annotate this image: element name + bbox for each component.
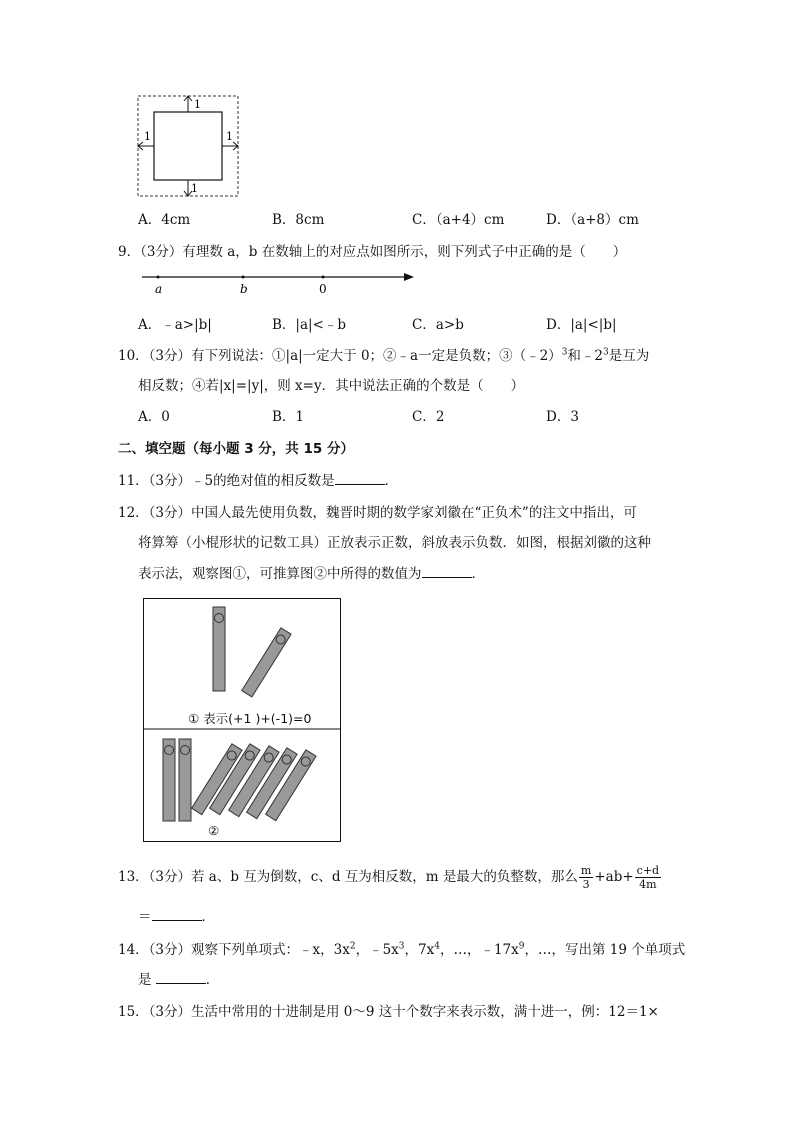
rod-upright-2 <box>179 739 191 821</box>
q9-option-d: D．|a|<|b| <box>546 317 617 333</box>
q12-line3: 表示法，观察图①，可推算图②中所得的数值为 ． <box>138 566 485 582</box>
q10-option-d: D．3 <box>546 409 579 425</box>
label-left: 1 <box>144 130 151 143</box>
answer-blank <box>152 908 202 921</box>
figure1-caption: ① 表示(+1 )+(-1)=0 <box>188 711 312 726</box>
q14-line2: 是 ． <box>138 972 220 988</box>
q9-option-c: C．a>b <box>412 317 464 333</box>
answer-blank <box>422 565 472 578</box>
rods-figure <box>143 598 341 842</box>
q13-line1: 13．（3分）若 a、b 互为倒数，c、d 互为相反数，m 是最大的负整数，那么 $\frac{m}{3}$ +ab+ $\frac{c+d}{4m}$ <box>118 864 660 891</box>
q8-option-a: A．4cm <box>138 212 191 228</box>
answer-blank <box>335 472 385 485</box>
point-a <box>157 276 160 279</box>
rod-upright-1 <box>163 739 175 821</box>
svg-text:0: 0 <box>319 282 327 296</box>
label-bottom: 1 <box>191 182 198 195</box>
square-figure <box>130 90 245 200</box>
inner-square <box>154 112 222 180</box>
answer-blank <box>156 971 206 984</box>
q10-line2: 相反数；④若|x|=|y|，则 x=y．其中说法正确的个数是（ ） <box>138 378 525 394</box>
label-right: 1 <box>226 130 233 143</box>
q9-option-a: A．﹣a>|b| <box>138 317 212 333</box>
figure2-caption: ② <box>208 823 220 838</box>
q8-option-b: B．8cm <box>272 212 325 228</box>
q12-line1: 12．（3分）中国人最先使用负数，魏晋时期的数学家刘徽在“正负术”的注文中指出，可 <box>118 505 637 521</box>
q15-line1: 15．（3分）生活中常用的十进制是用 0～9 这十个数字来表示数，满十进一，例：12＝1× <box>118 1004 659 1020</box>
svg-text:b: b <box>240 282 248 296</box>
svg-text:a: a <box>155 282 163 296</box>
fraction-cd-over-4m: $\frac{c+d}{4m}$ <box>636 864 660 891</box>
section-title: 二、填空题（每小题 3 分，共 15 分） <box>118 441 354 457</box>
q11: 11．（3分）﹣5的绝对值的相反数是 ． <box>118 473 399 489</box>
q10-line1: 10．（3分）有下列说法：①|a|一定大于 0；②﹣a一定是负数；③（﹣2）$^3$和$﹣2^3$是互为 <box>118 347 650 364</box>
q9-option-b: B．|a|<﹣b <box>272 317 347 333</box>
q9-stem: 9．（3分）有理数 a，b 在数轴上的对应点如图所示，则下列式子中正确的是（ ） <box>118 244 627 260</box>
fraction-m-over-3: $\frac{m}{3}$ <box>580 864 592 891</box>
rod-upright <box>213 607 225 691</box>
rod-slanted <box>242 628 291 697</box>
q8-option-c: C．（a+4）cm <box>412 212 505 228</box>
q14-line1: 14．（3分）观察下列单项式：﹣x，$3x^2$，$﹣5x^3$，$7x^4$，…，$﹣17x^9$，…，写出第 19 个单项式 <box>118 941 686 958</box>
number-line <box>140 268 420 298</box>
label-top: 1 <box>194 98 201 111</box>
q10-option-a: A．0 <box>138 409 170 425</box>
q12-line2: 将算筹（小棍形状的记数工具）正放表示正数，斜放表示负数．如图，根据刘徽的这种 <box>138 535 651 551</box>
point-zero <box>322 276 325 279</box>
q13-line2: ＝ ． <box>138 909 215 925</box>
q8-option-d: D．（a+8）cm <box>546 212 639 228</box>
point-b <box>242 276 245 279</box>
q10-option-c: C．2 <box>412 409 445 425</box>
q10-option-b: B．1 <box>272 409 305 425</box>
